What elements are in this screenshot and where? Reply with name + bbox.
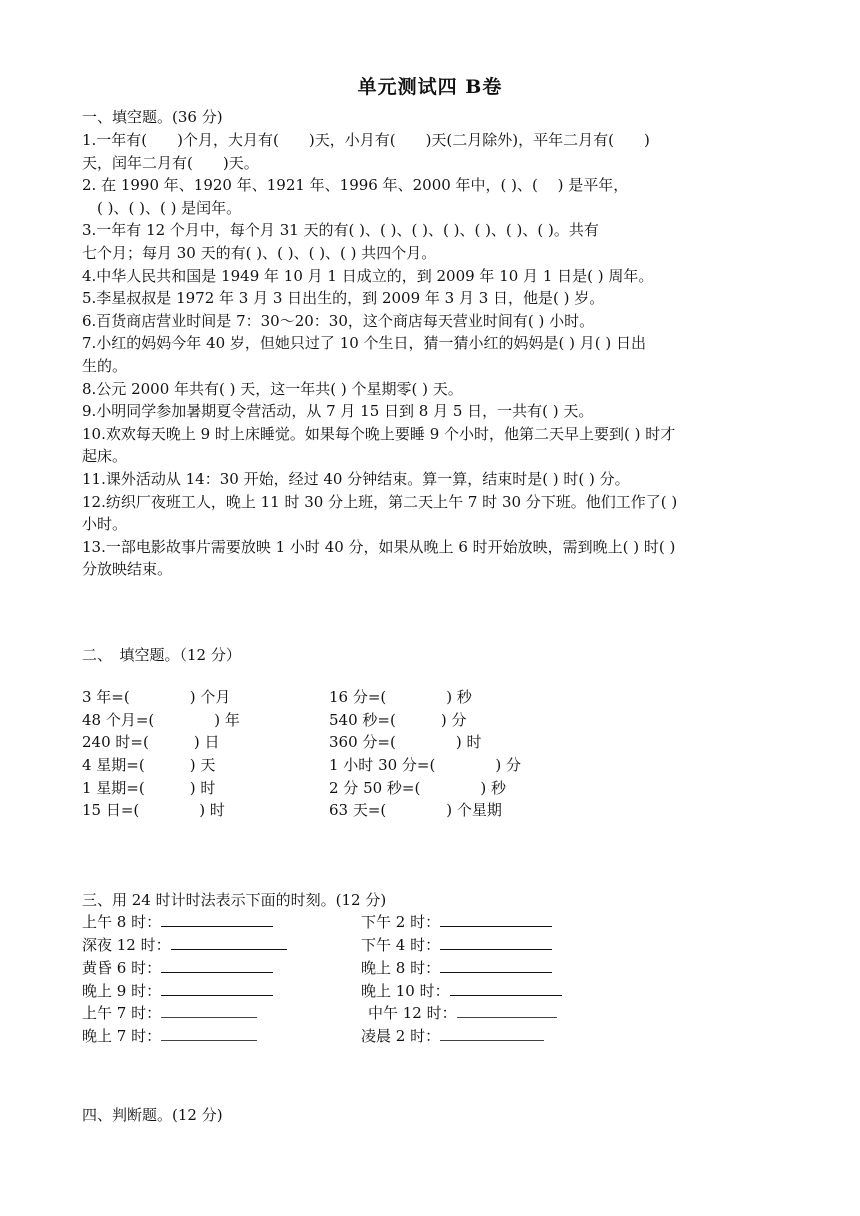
conversion-item: 2 分 50 秒=( ) 秒 bbox=[329, 779, 506, 797]
question-line: 1.一年有( )个月，大月有( )天，小月有( )天(二月除外)，平年二月有( ) bbox=[82, 131, 650, 149]
answer-blank[interactable] bbox=[161, 981, 273, 996]
answer-blank[interactable] bbox=[440, 935, 552, 950]
time-label: 深夜 12 时： bbox=[82, 936, 171, 954]
conversion-item: 48 个月=( ) 年 bbox=[82, 711, 240, 729]
time-label: 下午 2 时： bbox=[361, 913, 441, 931]
conversion-item: 15 日=( ) 时 bbox=[82, 801, 225, 819]
time-item bbox=[82, 980, 273, 1002]
section1-heading: 一、填空题。(36 分) bbox=[82, 108, 223, 126]
section3-heading: 三、用 24 时计时法表示下面的时刻。(12 分) bbox=[82, 891, 387, 909]
conversion-item: 240 时=( ) 日 bbox=[82, 733, 220, 751]
time-item bbox=[361, 911, 552, 933]
answer-blank[interactable] bbox=[457, 1003, 557, 1018]
question-line: 12.纺织厂夜班工人，晚上 11 时 30 分上班，第二天上午 7 时 30 分下班。他们工作了( ) bbox=[82, 492, 678, 511]
question-line: ( )、( )、( ) 是闰年。 bbox=[82, 198, 242, 217]
time-item bbox=[368, 1002, 557, 1024]
answer-blank[interactable] bbox=[161, 1026, 257, 1041]
question-line: 七个月；每月 30 天的有( )、( )、( )、( ) 共四个月。 bbox=[82, 243, 437, 262]
answer-blank[interactable] bbox=[171, 935, 287, 950]
question-line: 生的。 bbox=[82, 356, 128, 375]
question-line: 8.公元 2000 年共有( ) 天，这一年共( ) 个星期零( ) 天。 bbox=[82, 379, 463, 398]
conversion-item: 1 小时 30 分=( ) 分 bbox=[329, 756, 521, 774]
answer-blank[interactable] bbox=[450, 981, 562, 996]
time-label: 上午 7 时： bbox=[82, 1004, 162, 1022]
section2-heading: 二、 填空题。（12 分） bbox=[82, 646, 241, 664]
conversion-item: 360 分=( ) 时 bbox=[329, 733, 482, 751]
question-line: 起床。 bbox=[82, 447, 128, 466]
time-label: 晚上 8 时： bbox=[361, 959, 441, 977]
question-line: 3.一年有 12 个月中，每个月 31 天的有( )、( )、( )、( )、( )、( )、( )。共有 bbox=[82, 221, 599, 240]
question-line: 小时。 bbox=[82, 515, 128, 534]
question-line: 13.一部电影故事片需要放映 1 小时 40 分，如果从晚上 6 时开始放映，需到晚上( ) 时( ) bbox=[82, 537, 676, 556]
time-item bbox=[361, 957, 552, 979]
time-label: 上午 8 时： bbox=[82, 913, 162, 931]
time-label: 晚上 9 时： bbox=[82, 982, 162, 1000]
time-label: 黄昏 6 时： bbox=[82, 959, 162, 977]
time-item bbox=[361, 1025, 544, 1047]
answer-blank[interactable] bbox=[440, 958, 552, 973]
time-item bbox=[361, 934, 552, 956]
question-line: 9.小明同学参加暑期夏令营活动，从 7 月 15 日到 8 月 5 日，一共有( ) 天。 bbox=[82, 402, 594, 421]
time-label: 中午 12 时： bbox=[368, 1004, 457, 1022]
conversion-item: 540 秒=( ) 分 bbox=[329, 711, 467, 729]
time-label: 晚上 10 时： bbox=[361, 982, 450, 1000]
question-line: 11.课外活动从 14：30 开始，经过 40 分钟结束。算一算，结束时是( ) 时( ) 分。 bbox=[82, 469, 630, 488]
question-line: 分放映结束。 bbox=[82, 560, 173, 579]
answer-blank[interactable] bbox=[161, 912, 273, 927]
conversion-item: 16 分=( ) 秒 bbox=[329, 688, 472, 706]
conversion-item: 63 天=( ) 个星期 bbox=[329, 801, 502, 819]
time-item bbox=[82, 934, 287, 956]
conversion-item: 3 年=( ) 个月 bbox=[82, 688, 231, 706]
time-item bbox=[82, 1025, 257, 1047]
question-line: 2. 在 1990 年、1920 年、1921 年、1996 年、2000 年中，( )、( ) 是平年， bbox=[82, 176, 629, 195]
question-line: 5.李星叔叔是 1972 年 3 月 3 日出生的，到 2009 年 3 月 3 日，他是( ) 岁。 bbox=[82, 289, 605, 308]
time-label: 凌晨 2 时： bbox=[361, 1027, 441, 1045]
question-line: 6.百货商店营业时间是 7：30～20：30，这个商店每天营业时间有( ) 小时。 bbox=[82, 311, 595, 330]
time-label: 下午 4 时： bbox=[361, 936, 441, 954]
answer-blank[interactable] bbox=[161, 958, 273, 973]
section4-heading: 四、判断题。(12 分) bbox=[82, 1106, 223, 1124]
answer-blank[interactable] bbox=[440, 1026, 544, 1041]
conversion-item: 4 星期=( ) 天 bbox=[82, 756, 216, 774]
question-line: 10.欢欢每天晚上 9 时上床睡觉。如果每个晚上要睡 9 个小时，他第二天早上要到( ) 时才 bbox=[82, 424, 676, 443]
time-item bbox=[82, 1002, 257, 1024]
time-item bbox=[361, 980, 562, 1002]
question-line: 4.中华人民共和国是 1949 年 10 月 1 日成立的，到 2009 年 10 月 1 日是( ) 周年。 bbox=[82, 266, 654, 285]
answer-blank[interactable] bbox=[161, 1003, 257, 1018]
question-line: 7.小红的妈妈今年 40 岁，但她只过了 10 个生日，猜一猜小红的妈妈是( ) 月( ) 日出 bbox=[82, 334, 647, 353]
answer-blank[interactable] bbox=[440, 912, 552, 927]
question-line: 天，闰年二月有( )天。 bbox=[82, 153, 259, 172]
time-label: 晚上 7 时： bbox=[82, 1027, 162, 1045]
conversion-item: 1 星期=( ) 时 bbox=[82, 779, 216, 797]
time-item bbox=[82, 957, 273, 979]
section1-questions bbox=[82, 129, 782, 581]
time-item bbox=[82, 911, 273, 933]
page-title: 单元测试四 B卷 bbox=[357, 76, 503, 98]
